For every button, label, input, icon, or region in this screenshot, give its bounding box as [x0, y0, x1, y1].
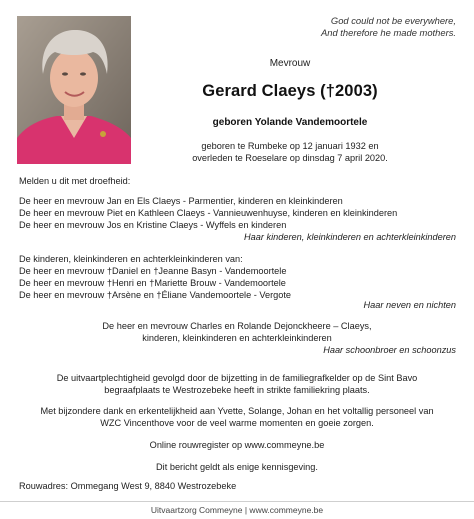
mourning-address: Rouwadres: Ommegang West 9, 8840 Westrozebeke	[19, 481, 237, 491]
thanks-line-2: WZC Vincenthove voor de veel warme momenten en goeie zorgen.	[100, 418, 374, 428]
funeral-line-2: begraafplaats te Westrozebeke heeft in strikte familiekring plaats.	[104, 385, 370, 395]
portrait-photo	[17, 16, 131, 164]
inlaws-line-1: De heer en mevrouw Charles en Rolande Dejonckheere – Claeys,	[102, 321, 372, 331]
birth-line: geboren te Rumbeke op 12 januari 1932 en	[201, 141, 379, 151]
thanks-line-1: Met bijzondere dank en erkentelijkheid aan Yvette, Solange, Johan en het voltallig personeel van	[40, 406, 434, 416]
nephews-intro: De kinderen, kleinkinderen en achterkleinkinderen van:	[19, 254, 243, 264]
family-line: De heer en mevrouw Jos en Kristine Claeys - Wyffels en kinderen	[19, 220, 287, 230]
intro-text: Melden u dit met droefheid:	[19, 176, 131, 186]
deceased-name: Gerard Claeys (†2003)	[202, 82, 378, 100]
quote-line-1: God could not be everywhere,	[330, 15, 456, 26]
family-line: De heer en mevrouw †Henri en †Mariette Brouw - Vandemoortele	[19, 278, 286, 288]
family-line: De heer en mevrouw †Arsène en †Éliane Vandemoortele - Vergote	[19, 290, 292, 300]
portrait-illustration	[17, 16, 131, 164]
inlaws-line-2: kinderen, kleinkinderen en achterkleinkinderen	[142, 333, 332, 343]
online-register: Online rouwregister op www.commeyne.be	[149, 440, 325, 450]
maiden-name: geboren Yolande Vandemoortele	[212, 117, 368, 128]
salutation: Mevrouw	[269, 58, 311, 69]
death-line: overleden te Roeselare op dinsdag 7 april 2020.	[192, 153, 388, 163]
family-line: De heer en mevrouw Jan en Els Claeys - Parmentier, kinderen en kleinkinderen	[19, 196, 343, 206]
inlaws-caption: Haar schoonbroer en schoonzus	[323, 345, 456, 355]
children-caption: Haar kinderen, kleinkinderen en achterkleinkinderen	[244, 232, 456, 242]
family-line: De heer en mevrouw †Daniel en †Jeanne Basyn - Vandemoortele	[19, 266, 287, 276]
family-line: De heer en mevrouw Piet en Kathleen Claeys - Vannieuwenhuyse, kinderen en kleinkinderen	[19, 208, 398, 218]
funeral-line-1: De uitvaartplechtigheid gevolgd door de bijzetting in de familiegrafkelder op de Sint Bavo	[56, 373, 418, 383]
nephews-caption: Haar neven en nichten	[363, 300, 456, 310]
notice-text: Dit bericht geldt als enige kennisgeving.	[156, 462, 318, 472]
footer-divider	[0, 501, 474, 502]
footer-text: Uitvaartzorg Commeyne | www.commeyne.be	[150, 505, 324, 515]
quote-line-2: And therefore he made mothers.	[321, 27, 456, 38]
